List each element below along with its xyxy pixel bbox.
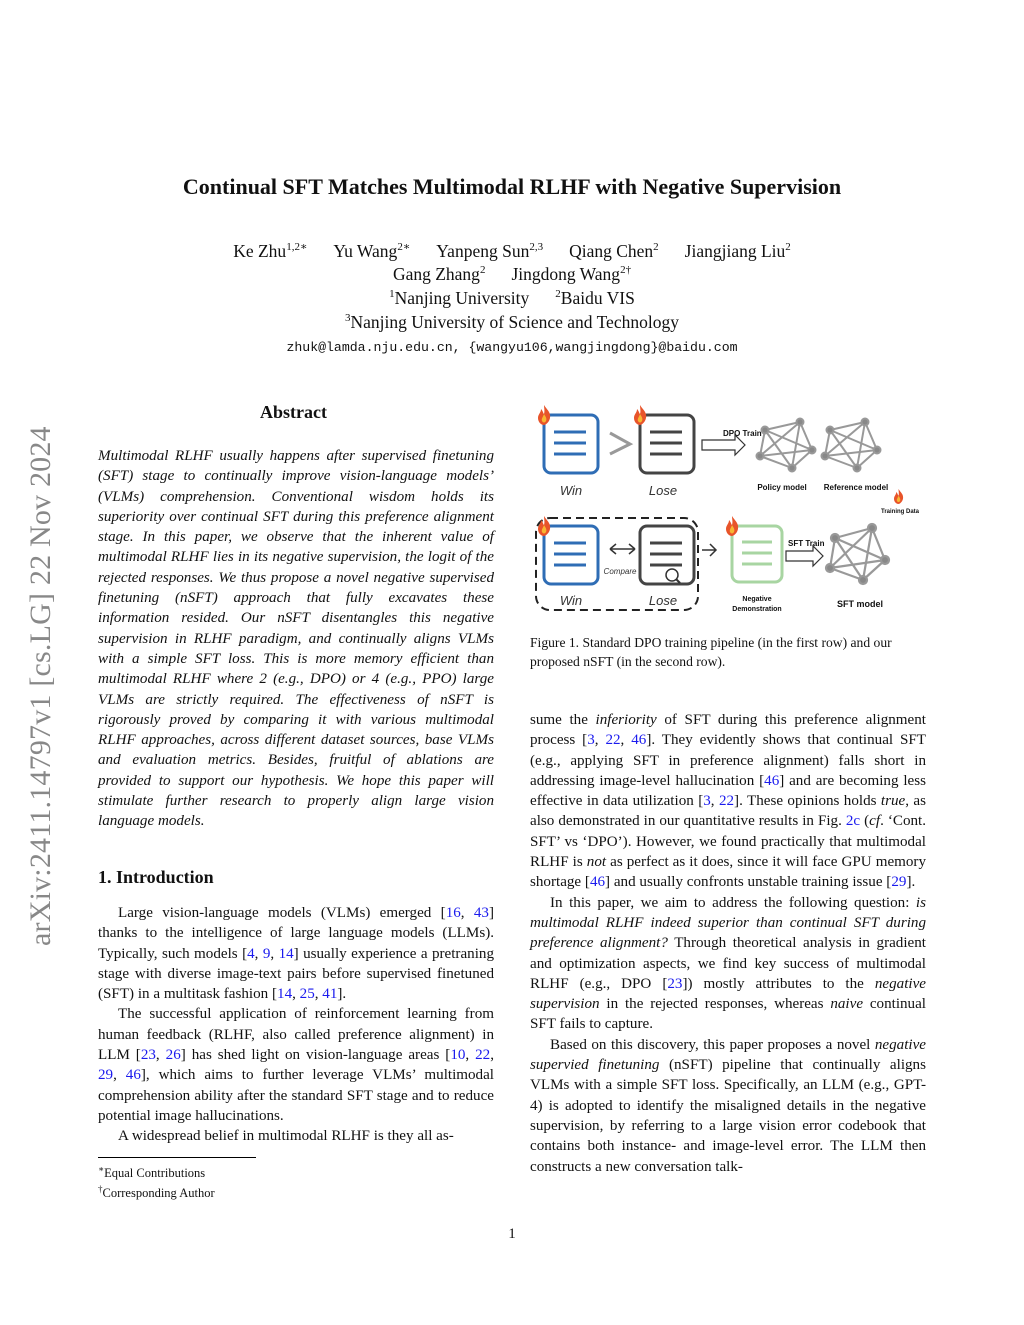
citation-link[interactable]: 46 [764, 772, 780, 789]
citation-link[interactable]: 22 [718, 793, 735, 810]
footnote-corresponding: †Corresponding Author [98, 1184, 215, 1201]
right-column-body [530, 710, 926, 1177]
compare-arrow-icon [610, 544, 635, 554]
greater-than-icon [610, 433, 630, 454]
citation-link[interactable]: 23 [140, 1047, 156, 1064]
sft-train-label: SFT Train [788, 539, 825, 548]
sft-model-network-icon [826, 524, 889, 584]
footnote-rule [98, 1157, 256, 1158]
win-label-bottom: Win [559, 593, 583, 608]
dpo-train-label: DPO Train [723, 429, 762, 438]
training-data-flame-icon [894, 489, 903, 504]
intro-paragraph-1: Large vision-language models (VLMs) emerged [16, 43] thanks to the intelligence of large language models (LLMs). Typically, such models [4, 9, 14] usually experience a pretraning stage with diverse image-text pairs before supervised finetuned (SFT) in a multitask fashion [14, 25, 41]. [98, 905, 494, 1003]
paper-title: Continual SFT Matches Multimodal RLHF with Negative Supervision [182, 174, 842, 199]
citation-link[interactable]: 26 [165, 1047, 181, 1064]
lose-label-bottom: Lose [648, 593, 678, 608]
citation-link[interactable]: 23 [667, 975, 683, 992]
policy-model-label: Policy model [757, 483, 807, 492]
right-paragraph-3: Based on this discovery, this paper proposes a novel negative supervied finetuning (nSFT) pipeline that continually aligns VLMs with a simple SFT loss. Specifically, an LLM (e.g., GPT-4) is adopted to identify the misaligned details in the negative supervision, by referring to a large vision error codebook that contains both instance- and image-level error. The LLM then constructs a new conversation talk- [530, 1036, 926, 1175]
affiliation: $^2$Baidu VIS [555, 288, 635, 308]
negative-label: Negative [742, 596, 772, 603]
right-paragraph-2: In this paper, we aim to address the following question: is multimodal RLHF indeed superior than continual SFT during preference alignment? Through theoretical analysis in gradient and optimization aspects, we find key success of multimodal RLHF (e.g., DPO [23]) mostly attributes to the negative supervision in the rejected responses, whereas naive continual SFT fails to capture. [530, 894, 926, 1033]
footnotes [98, 1161, 215, 1201]
citation-link[interactable]: 3 [703, 793, 711, 810]
citation-link[interactable]: 14 [278, 945, 294, 962]
arxiv-identifier: arXiv:2411.14797v1 [cs.LG] 22 Nov 2024 [24, 426, 57, 946]
to-negative-arrow-icon [702, 544, 716, 556]
intro-paragraph-3: A widespread belief in multimodal RLHF is they all as- [118, 1128, 454, 1145]
author-name: Ke Zhu$^{1,2∗}$ [233, 240, 308, 261]
affiliation: $^3$Nanjing University of Science and Technology [345, 312, 679, 332]
citation-link[interactable]: 43 [473, 905, 489, 921]
introduction-body [98, 903, 494, 1147]
compare-label: Compare [603, 567, 637, 576]
win-document-icon [538, 405, 598, 473]
sft-arrow-icon [786, 546, 823, 566]
author-emails: zhuk@lamda.nju.edu.cn, {wangyu106,wangjingdong}@baidu.com [286, 340, 738, 355]
citation-link[interactable]: 46 [589, 874, 606, 891]
author-name: Gang Zhang$^2$ [392, 264, 486, 284]
citation-link[interactable]: 3 [587, 732, 595, 749]
reference-model-network-icon [822, 419, 881, 472]
author-name: Jiangjiang Liu$^2$ [684, 240, 791, 261]
citation-link[interactable]: 29 [98, 1067, 114, 1084]
author-name: Yu Wang$^{2∗}$ [333, 240, 411, 261]
lose-label-top: Lose [648, 483, 678, 498]
citation-link[interactable]: 22 [475, 1047, 491, 1064]
citation-link[interactable]: 29 [891, 874, 907, 891]
citation-link[interactable]: 10 [450, 1047, 466, 1064]
figure-1-caption: Figure 1. Standard DPO training pipeline (in the first row) and our proposed nSFT (in the second row). [530, 635, 892, 669]
dpo-arrow-icon [702, 435, 745, 455]
figure-1-diagram [530, 398, 930, 623]
citation-link[interactable]: 2c [845, 813, 861, 830]
citation-link[interactable]: 41 [322, 986, 338, 1003]
win-document-icon-row2 [538, 516, 598, 584]
affiliation: $^1$Nanjing University [389, 288, 530, 308]
abstract-heading: Abstract [260, 402, 327, 422]
citation-link[interactable]: 9 [262, 945, 271, 962]
introduction-heading: 1. Introduction [98, 867, 214, 887]
citation-link[interactable]: 14 [277, 986, 293, 1003]
author-name: Qiang Chen$^2$ [569, 240, 659, 261]
sft-model-label: SFT model [836, 599, 884, 609]
lose-document-icon-row2 [640, 526, 694, 584]
footnote-equal: ∗Equal Contributions [98, 1164, 206, 1181]
citation-link[interactable]: 46 [631, 732, 647, 749]
affiliations-line-2 [0, 312, 1024, 333]
lose-document-icon [634, 405, 694, 473]
citation-link[interactable]: 16 [445, 905, 461, 921]
authors-line-1 [0, 240, 1024, 262]
demonstration-label: Demonstration [732, 606, 782, 613]
reference-model-label: Reference model [823, 483, 889, 492]
intro-paragraph-2: The successful application of reinforcement learning from human feedback (RLHF, also called preference alignment) in LLM [23, 26] has shed light on vision-language areas [10, 22, 29, 46], which aims to further leverage VLMs’ multimodal comprehension ability after the standard SFT stage and to reduce potential image hallucinations. [98, 1006, 494, 1124]
right-paragraph-1: sume the inferiority of SFT during this preference alignment process [3, 22, 46]. They evidently shows that continual SFT (e.g., applying SFT in preference alignment) falls short in addressing image-level hallucination [46] and are becoming less effective in data utilization [3, 22]. These opinions holds true, as also demonstrated in our quantitative results in Fig. 2c (cf. ‘Cont. SFT’ vs ‘DPO’). However, we found practically that multimodal RLHF is not as perfect as it does, since it will face GPU memory shortage [46] and usually confronts unstable training issue [29]. [530, 712, 927, 891]
training-data-label: Training Data [880, 509, 920, 515]
affiliations-line-1 [0, 288, 1024, 309]
author-name: Jingdong Wang$^{2\dagger}$ [511, 264, 632, 284]
abstract-text: Multimodal RLHF usually happens after supervised finetuning (SFT) stage to continually improve vision-language models’ (VLMs) comprehension. Conventional wisdom holds its superiority over continual SFT during this preference alignment stage. In this paper, we observe that the inherent value of multimodal RLHF lies in its negative supervision, the logit of the rejected responses. We thus propose a novel negative supervised finetuning (nSFT) approach that fully excavates these information resided. Our nSFT disentangles this negative supervision in RLHF paradigm, and continually aligns VLMs with a simple SFT loss. This is more memory efficient than multimodal RLHF where 2 (e.g., DPO) or 4 (e.g., PPO) large VLMs are strictly required. The effectiveness of nSFT is rigorously proved by comparing it with various multimodal RLHF approaches, across different dataset sources, base VLMs and evaluation metrics. Besides, fruitful of ablations are provided to support our hypothesis. We hope this paper will stimulate further research to properly align large vision language models. [98, 448, 494, 830]
citation-link[interactable]: 4 [247, 945, 255, 962]
citation-link[interactable]: 22 [605, 732, 621, 749]
authors-line-2 [0, 264, 1024, 285]
win-label-top: Win [559, 483, 583, 498]
policy-model-network-icon [757, 419, 816, 472]
negative-demonstration-document-icon [726, 516, 782, 582]
author-name: Yanpeng Sun$^{2,3}$ [436, 240, 544, 261]
citation-link[interactable]: 46 [125, 1067, 141, 1084]
page-number: 1 [508, 1226, 516, 1242]
citation-link[interactable]: 25 [299, 986, 315, 1003]
